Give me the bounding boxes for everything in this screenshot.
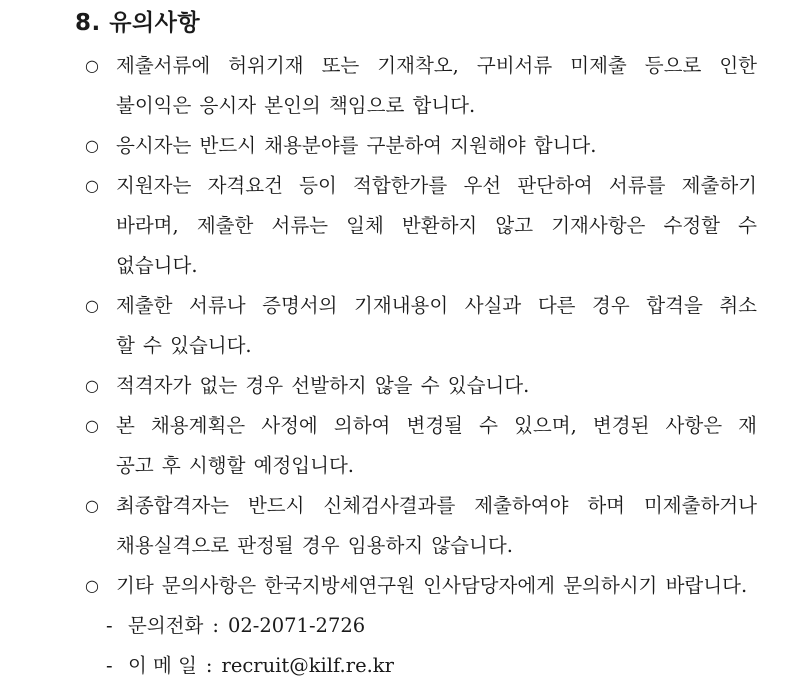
dash-bullet-icon: - xyxy=(106,614,113,637)
list-item-text xyxy=(116,126,757,166)
contact-value: recruit@kilf.re.kr xyxy=(221,654,394,677)
text-line: 제출서류에 허위기재 또는 기재착오, 구비서류 미제출 등으로 인한 xyxy=(116,54,757,77)
contact-separator: : xyxy=(205,654,213,677)
text-line: 불이익은 응시자 본인의 책임으로 합니다. xyxy=(116,94,476,117)
circle-bullet-icon: ○ xyxy=(85,56,99,75)
list-item xyxy=(85,566,757,606)
text-line: 응시자는 반드시 채용분야를 구분하여 지원해야 합니다. xyxy=(116,134,597,157)
contact-label: 문의전화 xyxy=(128,614,204,637)
list-item xyxy=(85,486,757,566)
list-item xyxy=(85,286,757,366)
circle-bullet-icon: ○ xyxy=(85,576,99,595)
list-item-text xyxy=(116,286,757,366)
text-line: 지원자는 자격요건 등이 적합한가를 우선 판단하여 서류를 제출하기 xyxy=(116,174,757,197)
text-line: 없습니다. xyxy=(116,254,198,277)
list-item xyxy=(85,46,757,126)
circle-bullet-icon: ○ xyxy=(85,376,99,395)
list-item-text xyxy=(116,366,757,406)
list-item xyxy=(85,166,757,286)
list-item-text xyxy=(116,166,757,286)
list-item-text xyxy=(116,406,757,486)
text-line: 기타 문의사항은 한국지방세연구원 인사담당자에게 문의하시기 바랍니다. xyxy=(116,574,748,597)
list-item xyxy=(85,406,757,486)
contact-separator: : xyxy=(212,614,219,637)
contact-list xyxy=(106,606,757,686)
circle-bullet-icon: ○ xyxy=(85,176,99,195)
list-item xyxy=(85,126,757,166)
text-line: 제출한 서류나 증명서의 기재내용이 사실과 다른 경우 합격을 취소 xyxy=(116,294,757,317)
text-line: 할 수 있습니다. xyxy=(116,334,252,357)
circle-bullet-icon: ○ xyxy=(85,416,99,435)
contact-row xyxy=(106,606,757,646)
contact-row xyxy=(106,646,757,686)
text-line: 공고 후 시행할 예정입니다. xyxy=(116,454,355,477)
list-item-text xyxy=(116,566,757,606)
section-heading: 8. 유의사항 xyxy=(75,10,201,36)
text-line: 바라며, 제출한 서류는 일체 반환하지 않고 기재사항은 수정할 수 xyxy=(116,214,757,237)
circle-bullet-icon: ○ xyxy=(85,136,99,155)
text-line: 적격자가 없는 경우 선발하지 않을 수 있습니다. xyxy=(116,374,530,397)
notice-list xyxy=(85,46,757,606)
text-line: 최종합격자는 반드시 신체검사결과를 제출하여야 하며 미제출하거나 xyxy=(116,494,757,517)
circle-bullet-icon: ○ xyxy=(85,496,99,515)
circle-bullet-icon: ○ xyxy=(85,296,99,315)
dash-bullet-icon: - xyxy=(106,654,113,677)
list-item-text xyxy=(116,46,757,126)
text-line: 채용실격으로 판정될 경우 임용하지 않습니다. xyxy=(116,534,513,557)
text-line: 본 채용계획은 사정에 의하여 변경될 수 있으며, 변경된 사항은 재 xyxy=(116,414,757,437)
contact-label: 이 메 일 xyxy=(128,654,197,677)
list-item xyxy=(85,366,757,406)
list-item-text xyxy=(116,486,757,566)
contact-value: 02-2071-2726 xyxy=(227,614,366,637)
